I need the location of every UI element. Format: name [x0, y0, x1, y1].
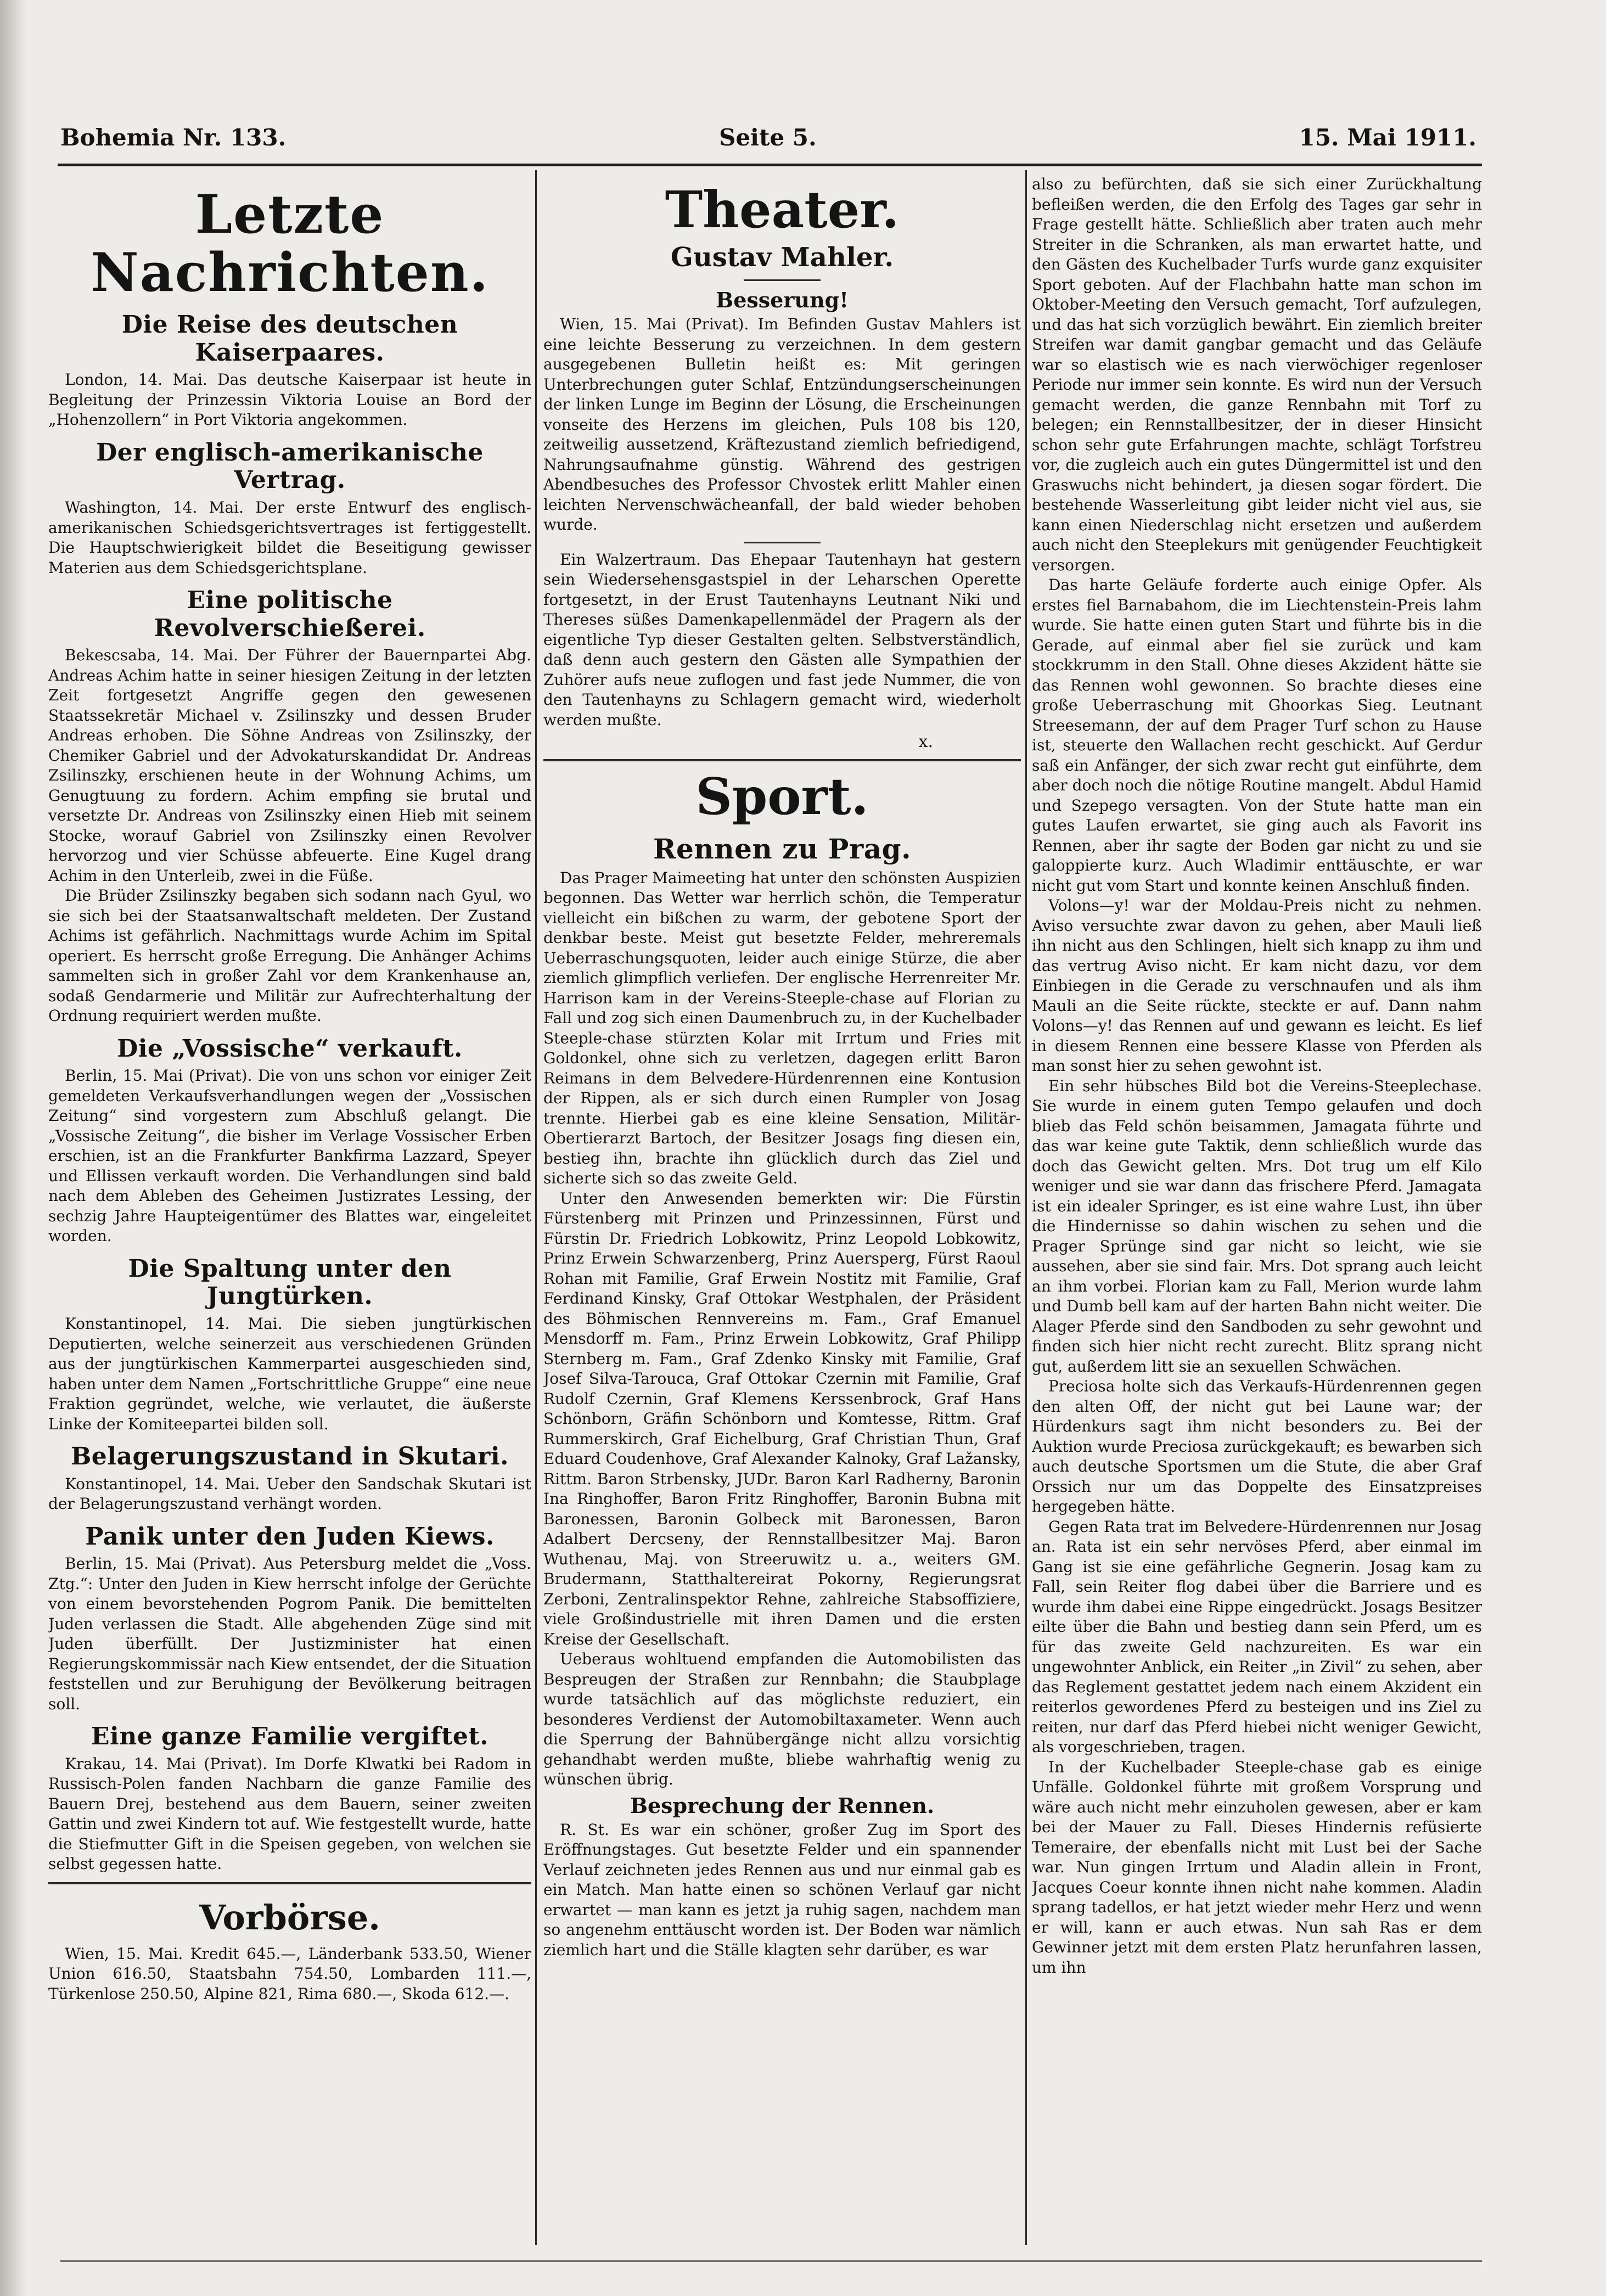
article-headline: Die Spaltung unter den Jungtürken. — [128, 1254, 452, 1311]
divider — [744, 279, 821, 281]
column-right — [1032, 175, 1482, 2249]
article-headline: Belagerungszustand in Skutari. — [71, 1442, 509, 1471]
article-body: In der Kuchelbader Steeple-chase gab es einige Unfälle. Goldonkel führte mit großem Vorsprung und wäre auch nicht mehr einzuholen gewesen, aber er kam bei der Mauer zu Fall. Dieses Hindernis refüsierte Temeraire, der ebenfalls nicht mit Lust bei der Sache war. Nun gingen Irrtum und Aladin allein in Front, Jacques Coeur konnte ihnen nicht nahe kommen. Aladin sprang tadellos, er hat jetzt wieder mehr Herz und wenn er will, kann er auch etwas. Nun sah Ras er dem Gewinner jetzt mit dem ersten Platz herunfahren lassen, um ihn — [1032, 1758, 1482, 1977]
divider — [744, 542, 821, 543]
section-theater: Theater. — [665, 180, 900, 239]
header-issue: Bohemia Nr. 133. — [60, 124, 287, 151]
article-body: R. St. Es war ein schöner, großer Zug im Sport des Eröffnungstages. Gut besetzte Felder und ein spannender Verlauf zeichneten jedes Rennen aus und nur einmal gab es ein Match. Man hatte einen so schönen Verlauf gar nicht erwartet — man kann es jetzt ja ruhig sagen, nachdem man so angenehm enttäuscht worden ist. Der Boden war nämlich ziemlich hart und die Ställe klagten sehr darüber, es war — [543, 1820, 1021, 1959]
article-body: Krakau, 14. Mai (Privat). Im Dorfe Klwatki bei Radom in Russisch-Polen fanden Nachbarn die ganze Familie des Bauern Drej, bestehend aus dem Bauern, seiner zweiten Gattin und zwei Kindern tot auf. Wie festgestellt wurde, hatte die Stiefmutter Gift in die Speisen gegeben, von welchen sie selbst gegessen hatte. — [48, 1754, 531, 1873]
column-left — [48, 175, 531, 2249]
section-sport: Sport. — [695, 767, 869, 827]
article-body: also zu befürchten, daß sie sich einer Zurückhaltung befleißen werden, die den Erfolg des Tages gar sehr in Frage gestellt hätte. Schließlich aber traten auch mehr Streiter in die Schranken, als man erwartet hatte, und den Gästen des Kuchelbader Turfs wurde ganz exquisiter Sport geboten. Auf der Flachbahn hatte man schon im Oktober-Meeting den Versuch gemacht, Torf aufzulegen, und das hat sich vorzüglich bewährt. Ein ziemlich breiter Streifen war damit gangbar gemacht und das Geläufe war so elastisch wie es nach vierwöchiger regenloser Periode nur immer sein konnte. Es wird nun der Versuch gemacht werden, die ganze Rennbahn mit Torf zu belegen; ein Rennstallbesitzer, der in dieser Hinsicht schon sehr gute Erfahrungen machte, schlägt Torfstreu vor, die zugleich auch ein gutes Düngermittel ist und den Graswuchs nicht behindert, ja diesen sogar fördert. Die bestehende Wasserleitung gibt leider nicht viel aus, sie kann einen Niederschlag nicht ersetzen und außerdem auch nicht den Steeplekurs mit genügender Feuchtigkeit versorgen. — [1032, 175, 1482, 574]
vorboerse-headline: Vorbörse. — [199, 1897, 380, 1938]
page-header — [60, 124, 1476, 157]
section-rule — [48, 1882, 531, 1884]
article-body: Konstantinopel, 14. Mai. Die sieben jungtürkischen Deputierten, welche seinerzeit aus verschiedenen Gründen aus der jungtürkischen Kammerpartei ausgeschieden sind, haben unter dem Namen „Fortschrittliche Gruppe“ eine neue Fraktion gegründet, welche, wie verlautet, die äußerste Linke der Komiteepartei bilden soll. — [48, 1315, 531, 1433]
header-date: 15. Mai 1911. — [1299, 124, 1476, 151]
article-body: Ein Walzertraum. Das Ehepaar Tautenhayn hat gestern sein Wiedersehensgastspiel in der Leharschen Operette fortgesetzt, in der Erust Tautenhayns Leutnant Niki und Thereses süßes Damenkapellenmädel der Pragern als der eigentliche Typ dieser Gestalten gelten. Selbstverständlich, daß denn auch gestern den Gästen alle Sympathien der Zuhörer aufs neue zuflogen und fast jede Nummer, die von den Tautenhayns zu Schlagern gemacht wird, wiederholt werden mußte. — [543, 550, 1021, 729]
article-body: Das Prager Maimeeting hat unter den schönsten Auspizien begonnen. Das Wetter war herrlich schön, die Temperatur vielleicht ein bißchen zu warm, der gebotene Sport der denkbar beste. Meist gut besetzte Felder, mehreremals Ueberraschungsquoten, leider auch einige Stürze, die aber ziemlich glimpflich verliefen. Der englische Herrenreiter Mr. Harrison kam in der Vereins-Steeple-chase auf Florian zu Fall und zog sich einen Daumenbruch zu, in der Kuchelbader Steeple-chase stürzten Kolar mit Irrtum und Fries mit Goldonkel, ohne sich zu verletzen, dagegen erlitt Baron Reimans in dem Belvedere-Hürdenrennen eine Kontusion der Rippen, als er sich durch einen Rumpler von Josag trennte. Hierbei gab es eine kleine Sensation, Militär-Obertierarzt Bartoch, der Besitzer Josags fing diesen ein, bestieg ihn, brachte ihn glücklich durch das Ziel und sicherte sich so das zweite Geld. — [543, 868, 1021, 1188]
column-rule-2 — [1025, 170, 1027, 2245]
article-headline: Eine politische Revolverschießerei. — [154, 586, 426, 642]
header-page-number: Seite 5. — [719, 124, 817, 151]
article-body: Volons—y! war der Moldau-Preis nicht zu nehmen. Aviso versuchte zwar davon zu gehen, aber Mauli ließ ihn nicht aus den Schlingen, hielt sich knapp zu ihm und das vertrug Aviso nicht. Er kam nicht dazu, vor dem Einbiegen in die Gerade zu verschnaufen und als ihm Mauli an die Seite rückte, steckte er auf. Dann nahm Volons—y! das Rennen auf und gewann es leicht. Es lief in diesem Rennen eine bessere Klasse von Pferden als man sonst hier zu sehen gewohnt ist. — [1032, 896, 1482, 1075]
article-body: Bekescsaba, 14. Mai. Der Führer der Bauernpartei Abg. Andreas Achim hatte in seiner hiesigen Zeitung in der letzten Zeit fortgesetzt Angriffe gegen den gewesenen Staatssekretär Michael v. Zsilinszky und dessen Bruder Andreas erhoben. Die Söhne Andreas von Zsilinszky, der Chemiker Gabriel und der Advokaturskandidat Dr. Andreas Zsilinszky, erschienen heute in der Wohnung Achims, um Genugtuung zu fordern. Achim empfing sie brutal und versetzte Dr. Andreas von Zsilinszky einen Hieb mit seinem Stocke, worauf Gabriel von Zsilinszky einen Revolver hervorzog und vier Schüsse abfeuerte. Eine Kugel drang Achim in den Unterleib, zwei in die Füße. — [48, 646, 531, 885]
article-signature: x. — [918, 732, 933, 752]
article-subheadline: Besserung! — [716, 288, 849, 313]
article-body: Preciosa holte sich das Verkaufs-Hürdenrennen gegen den alten Off, der nicht gut bei Laune war; der Hürdenkurs sagt ihm nicht besonders zu. Bei der Auktion wurde Preciosa zurückgekauft; es bewarben sich auch deutsche Sportsmen um die Stute, die aber Graf Orssich nur um das Doppelte des Einsatzpreises hergegeben hätte. — [1032, 1377, 1482, 1515]
article-body: Berlin, 15. Mai (Privat). Aus Petersburg meldet die „Voss. Ztg.“: Unter den Juden in Kiew herrscht infolge der Gerüchte von einem bevorstehenden Pogrom Panik. Die bemittelten Juden verlassen die Stadt. Alle abgehenden Züge sind mit Juden überfüllt. Der Justizminister hat einen Regierungskommissär nach Kiew entsendet, der die Situation feststellen und zur Beruhigung der Bevölkerung beitragen soll. — [48, 1554, 531, 1713]
article-headline: Die Reise des deutschen Kaiserpaares. — [121, 311, 458, 367]
article-body: London, 14. Mai. Das deutsche Kaiserpaar ist heute in Begleitung der Prinzessin Viktoria Louise an Bord der „Hohenzollern“ in Port Viktoria angekommen. — [48, 370, 531, 429]
scan-edge-shadow — [0, 0, 26, 2296]
article-headline: Panik unter den Juden Kiews. — [85, 1522, 495, 1551]
column-rule-1 — [535, 170, 537, 2245]
vorboerse-body: Wien, 15. Mai. Kredit 645.—, Länderbank 533.50, Wiener Union 616.50, Staatsbahn 754.50, Lombarden 111.—, Türkenlose 250.50, Alpine 821, Rima 680.—, Skoda 612.—. — [48, 1944, 531, 2003]
header-rule — [58, 164, 1482, 166]
article-headline: Eine ganze Familie vergiftet. — [91, 1722, 489, 1751]
article-body: Unter den Anwesenden bemerkten wir: Die Fürstin Fürstenberg mit Prinzen und Prinzessinnen, Fürst und Fürstin Dr. Friedrich Lobkowitz, Prinz Leopold Lobkowitz, Prinz Erwein Schwarzenberg, Prinz Auersperg, Fürst Raoul Rohan mit Familie, Graf Erwein Nostitz mit Familie, Graf Ferdinand Kinsky, Graf Ottokar Westphalen, der Präsident des Böhmischen Rennvereins m. Fam., Graf Emanuel Mensdorff m. Fam., Prinz Erwein Lobkowitz, Graf Philipp Sternberg m. Fam., Graf Zdenko Kinsky mit Familie, Graf Josef Silva-Tarouca, Graf Ottokar Czernin mit Familie, Graf Rudolf Czernin, Graf Klemens Kerssenbrock, Graf Hans Schönborn, Gräfin Schönborn und Komtesse, Rittm. Graf Rummerskirch, Graf Eichelburg, Graf Christian Thun, Graf Eduard Coudenhove, Graf Alexander Kalnoky, Graf Lažansky, Rittm. Baron Strbensky, JUDr. Baron Karl Radherny, Baronin Ina Ringhoffer, Baron Fritz Ringhoffer, Baronin Bubna mit Baronessen, Baronin Golbeck mit Baronessen, Baron Adalbert Dercseny, der Rennstallbesitzer Maj. Baron Wuthenau, Maj. von Streeruwitz u. a., weiters GM. Brudermann, Statthaltereirat Pokorny, Regierungsrat Zerboni, Zentralinspektor Rehne, zahlreiche Stabsoffiziere, viele Großindustrielle mit ihren Damen und die ersten Kreise der Gesellschaft. — [543, 1189, 1021, 1648]
footer-rule — [60, 2260, 1482, 2262]
article-body: Wien, 15. Mai (Privat). Im Befinden Gustav Mahlers ist eine leichte Besserung zu verzeichnen. In dem gestern ausgegebenen Bulletin heißt es: Mit geringen Unterbrechungen guter Schlaf, Entzündungserscheinungen der linken Lunge im Beginn der Lösung, die Erscheinungen vonseite des Herzens im gleichen, Puls 108 bis 120, zeitweilig aussetzend, Kräftezustand ziemlich befriedigend, Nahrungsaufnahme günstig. Während des gestrigen Abendbesuches des Professor Chvostek erlitt Mahler einen leichten Nervenschwächeanfall, der bald wieder behoben wurde. — [543, 315, 1021, 534]
article-body: Das harte Geläufe forderte auch einige Opfer. Als erstes fiel Barnabahom, die im Liechtenstein-Preis lahm wurde. Sie hatte einen guten Start und führte bis in die Gerade, auf einmal aber fiel sie zurück und kam stockkrumm in den Stall. Ohne dieses Akzident hätte sie das Rennen wohl gewonnen. So brachte dieses eine große Ueberraschung mit Ghoorkas Sieg. Leutnant Streesemann, der auf dem Prager Turf schon zu Hause ist, steuerte den Wallachen recht geschickt. Auf Gerdur saß ein Anfänger, der sich zwar recht gut einführte, dem aber doch noch die nötige Routine mangelt. Abdul Hamid und Szepego versagten. Von der Stute hatte man ein gutes Laufen erwartet, sie ging auch als Favorit ins Rennen, aber ihr sagte der Boden gar nicht zu und sie galoppierte kurz. Auch Wladimir enttäuschte, er war nicht gut vom Start und konnte keinen Anschluß finden. — [1032, 576, 1482, 895]
article-body: Ein sehr hübsches Bild bot die Vereins-Steeplechase. Sie wurde in einem guten Tempo gelaufen und doch blieb das Feld schön beisammen, Jamagata führte und das war keine gute Taktik, denn schließlich wurde das doch das Gewicht gelten. Mrs. Dot trug um elf Kilo weniger und sie war dann das frischere Pferd. Jamagata ist ein idealer Springer, es ist eine wahre Lust, ihn über die Hindernisse so dahin wischen zu sehen und die Prager Sprünge sind gar nicht so leicht, wie sie aussehen, aber sie sind fair. Mrs. Dot sprang auch leicht an ihm vorbei. Florian kam zu Fall, Merion wurde lahm und Dumb bell kam auf der harten Bahn nicht weiter. Die Alager Pferde sind den Sandboden zu sehr gewohnt und finden sich hier nicht recht zurecht. Blitz sprang nicht gut, außerdem litt sie an sexuellen Schwächen. — [1032, 1076, 1482, 1376]
article-headline: Rennen zu Prag. — [653, 833, 911, 866]
article-body: Gegen Rata trat im Belvedere-Hürdenrennen nur Josag an. Rata ist ein sehr nervöses Pferd, aber einmal im Gang ist sie eine gefährliche Gegnerin. Josag kam zu Fall, sein Reiter flog dabei über die Barriere und es wurde ihm dabei eine Rippe eingedrückt. Josags Besitzer eilte über die Bahn und bestieg dann sein Pferd, um es für das zweite Geld nachzureiten. Es war ein ungewohnter Anblick, ein Reiter „in Zivil“ zu sehen, aber das Reglement gestattet jedem nach einem Akzident ein reiterlos gewordenes Pferd zu besteigen und ins Ziel zu reiten, nur darf das Pferd hiebei nicht weniger Gewicht, als vorgeschrieben, tragen. — [1032, 1517, 1482, 1756]
article-body: Die Brüder Zsilinszky begaben sich sodann nach Gyul, wo sie sich bei der Staatsanwaltschaft meldeten. Der Zustand Achims ist gefährlich. Nachmittags wurde Achim im Spital operiert. Es herrscht große Erregung. Die Anhänger Achims sammelten sich in großer Zahl vor dem Krankenhause an, sodaß Gendarmerie und Militär zur Aufrechterhaltung der Ordnung requiriert werden mußte. — [48, 886, 531, 1025]
article-headline: Der englisch-amerikanische Vertrag. — [96, 438, 484, 495]
masthead-letzte-nachrichten: Letzte Nachrichten. — [90, 183, 490, 304]
article-body: Konstantinopel, 14. Mai. Ueber den Sandschak Skutari ist der Belagerungszustand verhängt worden. — [48, 1474, 531, 1513]
section-rule — [543, 759, 1021, 761]
article-headline: Die „Vossische“ verkauft. — [117, 1034, 463, 1063]
article-body: Ueberaus wohltuend empfanden die Automobilisten das Bespreugen der Straßen zur Rennbahn; die Staubplage wurde tatsächlich auf das möglichste reduziert, ein besonderes Verdienst der Automobiltaxameter. Wenn auch die Sperrung der Bahnübergänge nicht allzu vorsichtig gehandhabt werden mußte, bliebe wahrhaftig wenig zu wünschen übrig. — [543, 1650, 1021, 1789]
article-body: Berlin, 15. Mai (Privat). Die von uns schon vor einiger Zeit gemeldeten Verkaufsverhandlungen wegen der „Vossischen Zeitung“ sind vorgestern zum Abschluß gelangt. Die „Vossische Zeitung“, die bisher im Verlage Vossischer Erben erschien, ist an die Frankfurter Bankfirma Lazzard, Speyer und Ellissen verkauft worden. Die Verhandlungen sind bald nach dem Ableben des Geheimen Justizrates Lessing, der sechzig Jahre Haupteigentümer des Blattes war, eingeleitet worden. — [48, 1066, 531, 1245]
article-subheadline: Besprechung der Rennen. — [630, 1793, 935, 1818]
column-middle — [543, 175, 1021, 2249]
article-body: Washington, 14. Mai. Der erste Entwurf des englisch-amerikanischen Schiedsgerichtsvertrages ist fertiggestellt. Die Hauptschwierigkeit bildet die Beseitigung gewisser Materien aus dem Schiedsgerichtsplane. — [48, 498, 531, 577]
article-headline: Gustav Mahler. — [670, 242, 894, 273]
